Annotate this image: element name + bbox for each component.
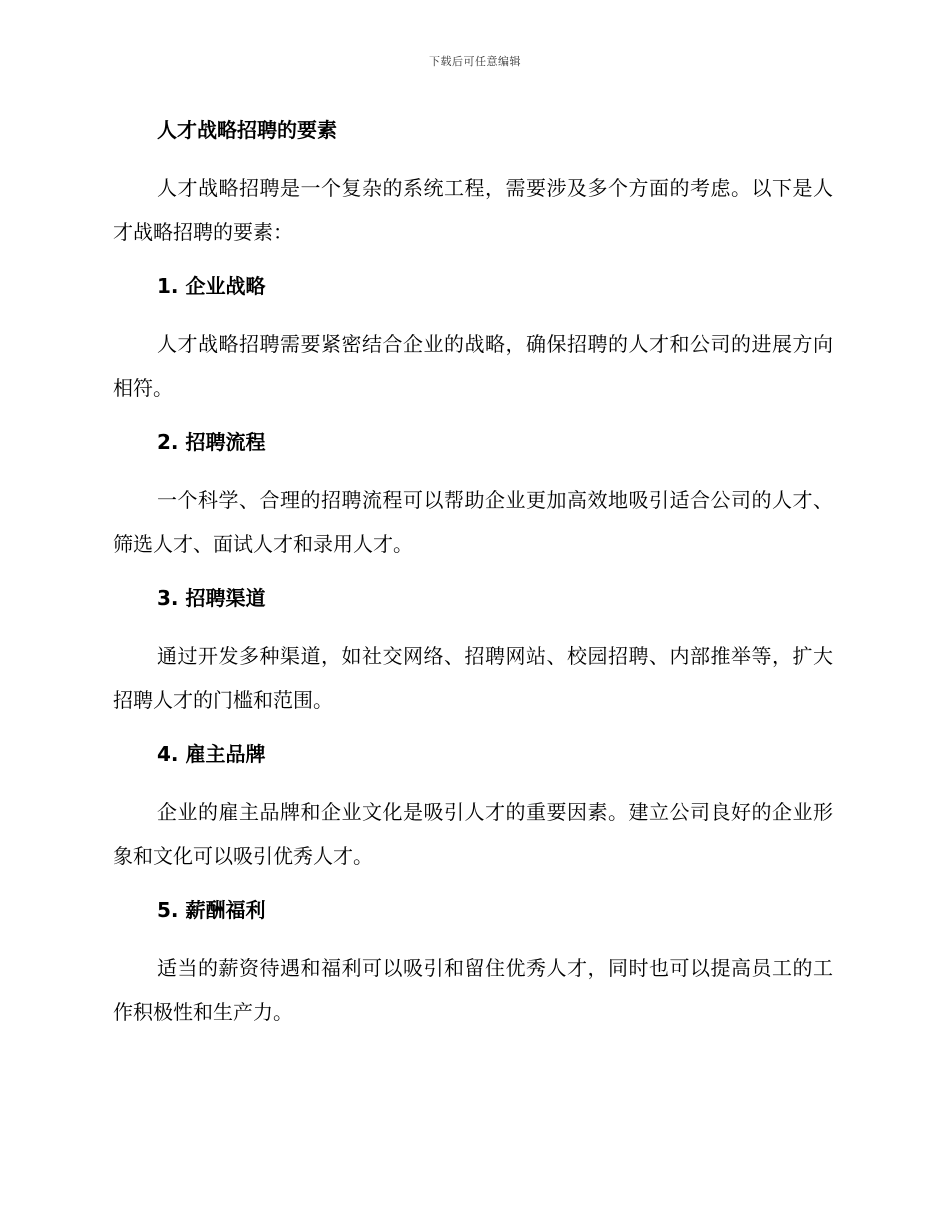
spacer: [113, 410, 833, 422]
spacer: [113, 774, 833, 790]
section-heading-corporate-strategy: 1. 企业战略: [157, 274, 266, 298]
spacer: [113, 462, 833, 478]
spacer: [113, 878, 833, 890]
section-body-recruitment-channels: 通过开发多种渠道，如社交网络、招聘网站、校园招聘、内部推举等，扩大招聘人才的门槛和范围。: [113, 644, 833, 712]
section-heading-employer-brand: 4. 雇主品牌: [157, 742, 266, 766]
spacer: [113, 930, 833, 946]
spacer: [113, 618, 833, 634]
section-body-employer-brand: 企业的雇主品牌和企业文化是吸引人才的重要因素。建立公司良好的企业形象和文化可以吸引优秀人才。: [113, 800, 833, 868]
intro-paragraph: 人才战略招聘是一个复杂的系统工程，需要涉及多个方面的考虑。以下是人才战略招聘的要素：: [113, 176, 833, 244]
spacer: [113, 150, 833, 166]
page-header-note: 下载后可任意编辑: [429, 55, 521, 68]
spacer: [113, 306, 833, 322]
section-body-recruitment-process: 一个科学、合理的招聘流程可以帮助企业更加高效地吸引适合公司的人才、筛选人才、面试人才和录用人才。: [113, 488, 833, 556]
document-body: [113, 110, 833, 1034]
section-body-corporate-strategy: 人才战略招聘需要紧密结合企业的战略，确保招聘的人才和公司的进展方向相符。: [113, 332, 833, 400]
section-heading-recruitment-channels: 3. 招聘渠道: [157, 586, 266, 610]
spacer: [113, 722, 833, 734]
spacer: [113, 566, 833, 578]
section-body-compensation-benefits: 适当的薪资待遇和福利可以吸引和留住优秀人才，同时也可以提高员工的工作积极性和生产力。: [113, 956, 833, 1024]
section-heading-compensation-benefits: 5. 薪酬福利: [157, 898, 266, 922]
section-heading-recruitment-process: 2. 招聘流程: [157, 430, 266, 454]
spacer: [113, 254, 833, 266]
document-title: 人才战略招聘的要素: [157, 118, 337, 142]
